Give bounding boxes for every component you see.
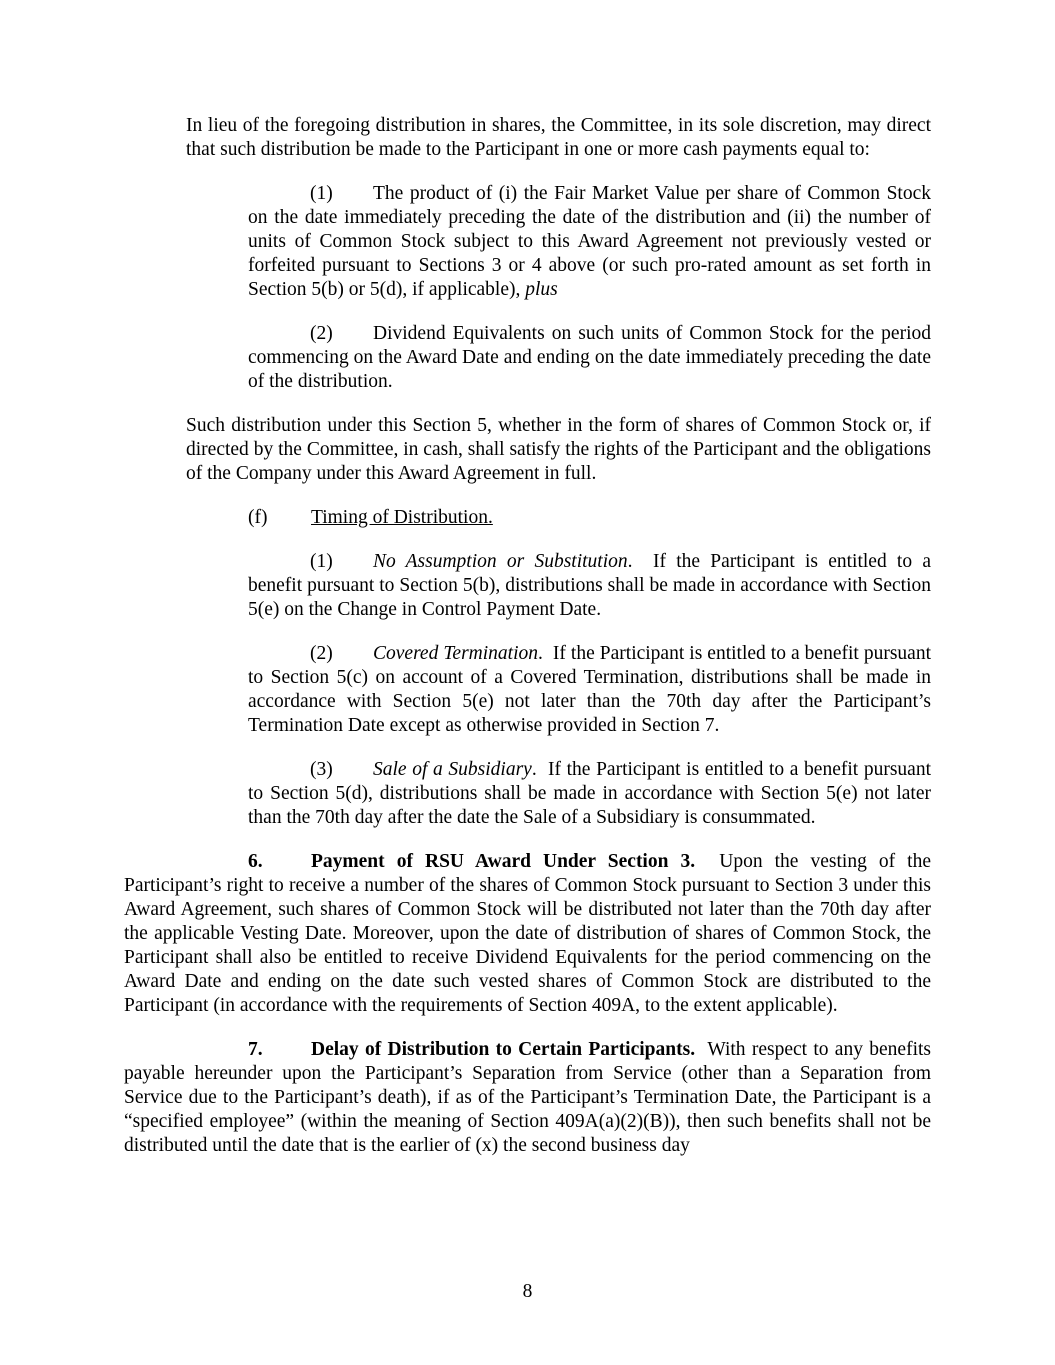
f2-paragraph: (2) Covered Termination. If the Participant is entitled to a benefit pursuant to Section 5(c) on account of a Covered Termination, distributions shall be made in accordance with Section 5(e) not later than the 70th day after the Participant’s Termination Date except as otherwise provided in Section 7.	[248, 643, 931, 736]
item-2-number: (2)	[310, 323, 333, 344]
item-2-paragraph	[248, 322, 931, 394]
document-page	[124, 114, 931, 1158]
section-f-title: Timing of Distribution.	[311, 507, 493, 528]
section-6-number: 6.	[248, 851, 263, 872]
f1-number: (1)	[310, 551, 333, 572]
item-1-number: (1)	[310, 183, 333, 204]
f3-paragraph: (3) Sale of a Subsidiary. If the Participant is entitled to a benefit pursuant to Section 5(d), distributions shall be made in accordance with Section 5(e) not later than the 70th day after the date the Sale of a Subsidiary is consummated.	[248, 759, 931, 828]
f1-text: If the Participant is entitled to a benefit pursuant to Section 5(b), distributions shall be made in accordance with Section 5(e) on the Change in Control Payment Date.	[248, 551, 931, 620]
section-7-title: Delay of Distribution to Certain Participants.	[311, 1039, 696, 1060]
page-number: 8	[522, 1281, 533, 1302]
f2-text: If the Participant is entitled to a benefit pursuant to Section 5(c) on account of a Covered Termination, distributions shall be made in accordance with Section 5(e) not later than the 70th day after the Participant’s Termination Date except as otherwise provided in Section 7.	[248, 643, 931, 736]
section-6-text: Upon the vesting of the Participant’s right to receive a number of the shares of Common Stock pursuant to Section 3 under this Award Agreement, such shares of Common Stock will be distributed not later than the 70th day after the applicable Vesting Date. Moreover, upon the date of distribution of shares of Common Stock, the Participant shall also be entitled to receive Dividend Equivalents for the period commencing on the Award Date and ending on the date such vested shares of Common Stock are distributed to the Participant (in accordance with the requirements of Section 409A, to the extent applicable).	[124, 851, 931, 1016]
f2-number: (2)	[310, 643, 333, 664]
f3-title: Sale of a Subsidiary	[373, 759, 532, 780]
item-1-tail: plus	[525, 279, 558, 300]
section-f-number: (f)	[248, 507, 268, 528]
section-6-paragraph	[124, 850, 931, 1018]
f3-number: (3)	[310, 759, 333, 780]
f2-title: Covered Termination	[373, 643, 538, 664]
f1-title: No Assumption or Substitution	[373, 551, 628, 572]
item-2-text: Dividend Equivalents on such units of Common Stock for the period commencing on the Award Date and ending on the date immediately preceding the date of the distribution.	[248, 323, 931, 392]
f3-text: If the Participant is entitled to a benefit pursuant to Section 5(d), distributions shall be made in accordance with Section 5(e) not later than the 70th day after the date the Sale of a Subsidiary is consummated.	[248, 759, 931, 828]
section-f-heading	[248, 506, 931, 530]
section-6-title: Payment of RSU Award Under Section 3.	[311, 851, 696, 872]
intro-paragraph: In lieu of the foregoing distribution in shares, the Committee, in its sole discretion, may direct that such distribution be made to the Participant in one or more cash payments equal to:	[186, 115, 931, 160]
section-7-text: With respect to any benefits payable hereunder upon the Participant’s Separation from Service (other than a Separation from Service due to the Participant’s death), if as of the Participant’s Termination Date, the Participant is a “specified employee” (within the meaning of Section 409A(a)(2)(B)), then such benefits shall not be distributed until the date that is the earlier of (x) the second business day	[124, 1039, 931, 1156]
section-7-paragraph	[124, 1038, 931, 1158]
such-distribution-paragraph: Such distribution under this Section 5, whether in the form of shares of Common Stock or, if directed by the Committee, in cash, shall satisfy the rights of the Participant and the obligations of the Company under this Award Agreement in full.	[186, 415, 931, 484]
section-7-number: 7.	[248, 1039, 263, 1060]
f1-paragraph: (1) No Assumption or Substitution. If the Participant is entitled to a benefit pursuant to Section 5(b), distributions shall be made in accordance with Section 5(e) on the Change in Control Payment Date.	[248, 551, 931, 620]
item-1-text: The product of (i) the Fair Market Value per share of Common Stock on the date immediately preceding the date of the distribution and (ii) the number of units of Common Stock subject to this Award Agreement not previously vested or forfeited pursuant to Sections 3 or 4 above (or such pro-rated amount as set forth in Section 5(b) or 5(d), if applicable),	[248, 183, 931, 300]
item-1-paragraph	[248, 182, 931, 302]
